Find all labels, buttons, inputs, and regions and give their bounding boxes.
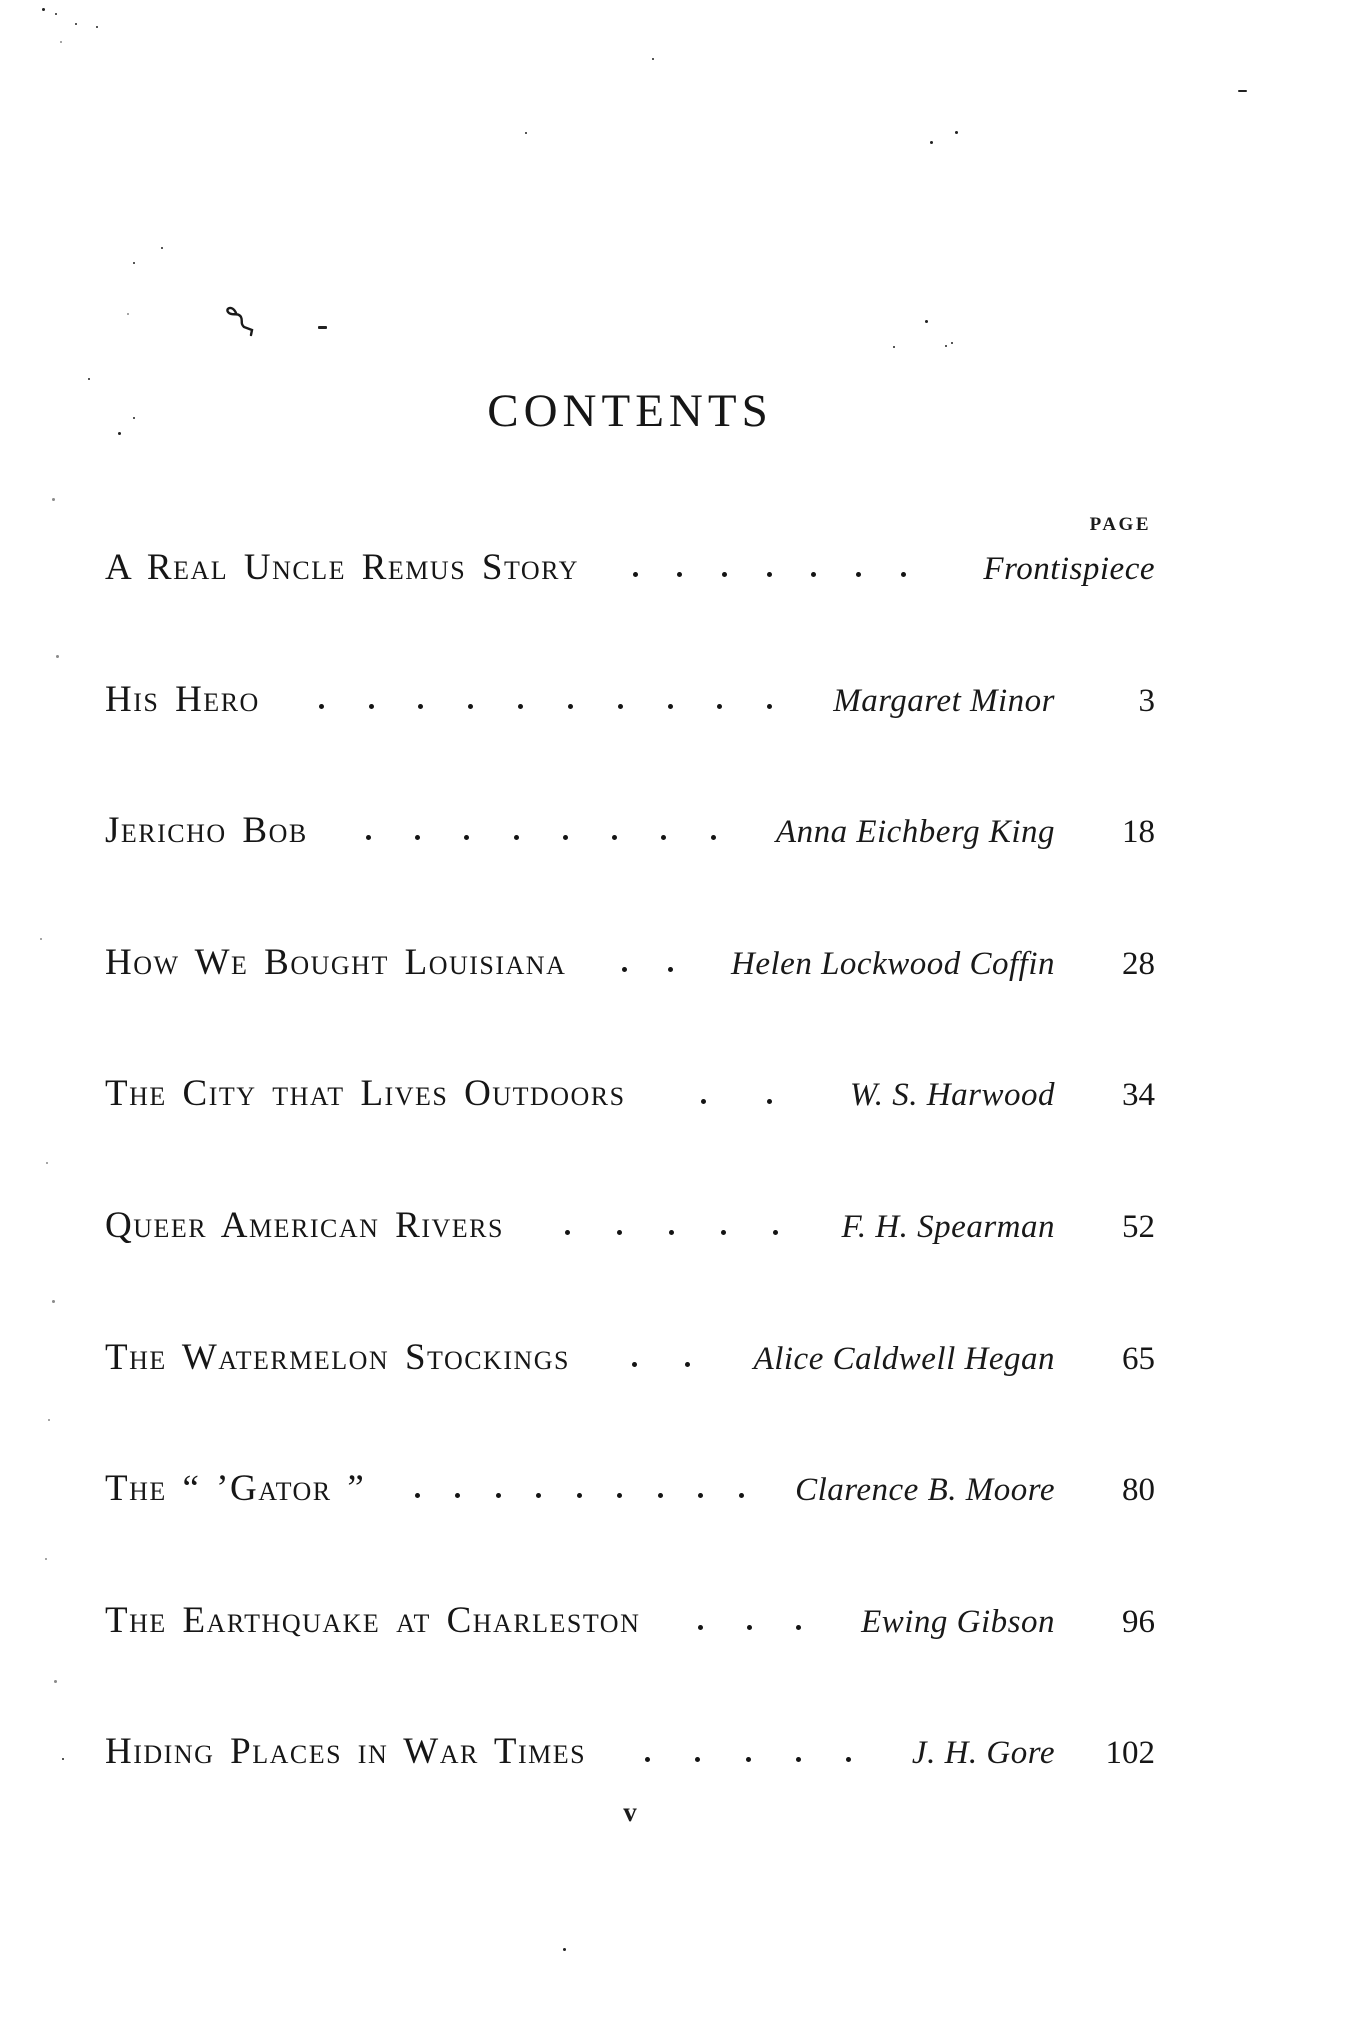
leader-dot — [618, 704, 623, 709]
scan-speck — [945, 345, 947, 347]
leader-dot — [415, 1493, 420, 1498]
entry-author: W. S. Harwood — [849, 1077, 1055, 1114]
leader-dot — [565, 1230, 570, 1235]
leader-dot — [698, 1493, 703, 1498]
entry-title: The “ ’Gator ” — [105, 1468, 366, 1510]
toc-entry — [105, 811, 1155, 943]
entry-author: Anna Eichberg King — [775, 814, 1055, 851]
entry-author: Ewing Gibson — [861, 1603, 1055, 1640]
dot-leader — [518, 1227, 825, 1239]
leader-dot — [796, 1757, 801, 1762]
scan-speck — [925, 320, 928, 323]
dot-leader — [584, 1358, 738, 1370]
entry-page: 18 — [1122, 814, 1155, 851]
leader-dot — [455, 1493, 460, 1498]
dot-leader — [600, 1753, 896, 1765]
toc-entry-line — [105, 1074, 1155, 1115]
toc-entry-line — [105, 1469, 1155, 1510]
leader-dot — [612, 835, 617, 840]
scan-speck — [563, 1948, 566, 1951]
entry-author: J. H. Gore — [911, 1735, 1055, 1772]
entry-title: How We Bought Louisiana — [105, 941, 567, 983]
leader-dot — [698, 1625, 703, 1630]
toc-entry-line — [105, 680, 1155, 721]
scan-speck — [118, 432, 121, 435]
leader-dot — [514, 835, 519, 840]
scan-speck — [52, 498, 55, 501]
toc-entry — [105, 943, 1155, 1075]
scan-speck — [133, 417, 135, 419]
toc-entry — [105, 1074, 1155, 1206]
leader-dot — [767, 572, 772, 577]
leader-dot — [617, 1493, 622, 1498]
leader-dot — [669, 1230, 674, 1235]
entry-page: Frontispiece — [983, 551, 1155, 587]
leader-dot — [633, 572, 638, 577]
toc-entry-line — [105, 1732, 1155, 1773]
leader-dot — [319, 704, 324, 709]
dot-leader — [640, 1095, 834, 1107]
scan-speck — [60, 41, 62, 43]
leader-dot — [622, 967, 627, 972]
leader-dot — [846, 1757, 851, 1762]
leader-dot — [645, 1757, 650, 1762]
entry-page: 102 — [1105, 1735, 1155, 1772]
scan-dash — [318, 326, 327, 329]
leader-dot — [577, 1493, 582, 1498]
leader-dot — [747, 1625, 752, 1630]
entry-title: The City that Lives Outdoors — [105, 1073, 626, 1115]
scan-speck — [88, 378, 90, 380]
scan-speck — [46, 1162, 48, 1164]
scan-speck — [42, 8, 45, 11]
scan-speck — [127, 313, 129, 315]
entry-page: 28 — [1122, 945, 1155, 982]
leader-dot — [369, 704, 374, 709]
toc-entry — [105, 1338, 1155, 1470]
leader-dot — [721, 1230, 726, 1235]
entry-page: 65 — [1122, 1340, 1155, 1377]
leader-dot — [695, 1757, 700, 1762]
scan-speck — [62, 1758, 64, 1760]
leader-dot — [658, 1493, 663, 1498]
scan-speck — [893, 346, 895, 348]
leader-dot — [418, 704, 423, 709]
scan-speck — [52, 1300, 55, 1303]
leader-dot — [711, 835, 716, 840]
toc-entry — [105, 680, 1155, 812]
leader-dot — [796, 1625, 801, 1630]
leader-dot — [366, 835, 371, 840]
leader-dot — [767, 1099, 772, 1104]
scan-speck — [56, 655, 59, 658]
leader-dot — [617, 1230, 622, 1235]
scan-speck — [951, 342, 953, 344]
entry-title: The Earthquake at Charleston — [105, 1599, 641, 1641]
contents-heading: CONTENTS — [487, 385, 773, 437]
scan-speck — [652, 58, 654, 60]
scan-speck — [96, 26, 98, 28]
leader-dot — [722, 572, 727, 577]
leader-dot — [468, 704, 473, 709]
leader-dot — [563, 835, 568, 840]
entry-title: Queer American Rivers — [105, 1204, 504, 1246]
toc-entry — [105, 1601, 1155, 1733]
leader-dot — [415, 835, 420, 840]
dot-leader — [580, 963, 715, 975]
leader-dot — [661, 835, 666, 840]
leader-dot — [767, 704, 772, 709]
entry-page: 96 — [1122, 1603, 1155, 1640]
toc-entry-line — [105, 1206, 1155, 1247]
entry-author: Clarence B. Moore — [795, 1472, 1055, 1509]
entry-author: Margaret Minor — [833, 682, 1055, 719]
toc-entry-line — [105, 1601, 1155, 1642]
leader-dot — [739, 1493, 744, 1498]
toc-entry — [105, 548, 1155, 680]
scan-speck — [930, 141, 933, 144]
entry-title: A Real Uncle Remus Story — [105, 547, 579, 588]
scan-speck — [45, 1558, 47, 1560]
leader-dot — [901, 572, 906, 577]
entry-author: F. H. Spearman — [841, 1208, 1055, 1245]
toc-entry — [105, 1469, 1155, 1601]
leader-dot — [668, 967, 673, 972]
entry-title: Jericho Bob — [105, 810, 308, 852]
toc-list — [105, 548, 1155, 1864]
leader-dot — [668, 704, 673, 709]
dot-leader — [593, 569, 946, 581]
dot-leader — [654, 1621, 845, 1633]
leader-dot — [677, 572, 682, 577]
toc-entry-line — [105, 811, 1155, 852]
leader-dot — [685, 1362, 690, 1367]
entry-title: The Watermelon Stockings — [105, 1336, 571, 1378]
toc-entry — [105, 1206, 1155, 1338]
entry-page: 52 — [1122, 1208, 1155, 1245]
leader-dot — [856, 572, 861, 577]
page-column-label: PAGE — [1089, 514, 1151, 535]
entry-page: 80 — [1122, 1472, 1155, 1509]
entry-title: Hiding Places in War Times — [105, 1731, 587, 1773]
leader-dot — [701, 1099, 706, 1104]
toc-entry-line — [105, 1338, 1155, 1379]
leader-dot — [496, 1493, 501, 1498]
leader-dot — [717, 704, 722, 709]
scan-speck — [75, 23, 77, 25]
scan-speck — [955, 131, 958, 134]
scan-speck — [40, 938, 42, 940]
entry-page: 3 — [1138, 682, 1155, 719]
leader-dot — [632, 1362, 637, 1367]
scan-speck — [54, 1680, 57, 1683]
dot-leader — [322, 832, 760, 844]
dot-leader — [274, 700, 817, 712]
scan-dash — [1238, 90, 1247, 92]
scan-speck — [48, 1419, 50, 1421]
leader-dot — [811, 572, 816, 577]
scan-speck — [161, 247, 163, 249]
pen-squiggle-mark — [222, 301, 266, 345]
scan-speck — [55, 13, 57, 15]
leader-dot — [568, 704, 573, 709]
scan-speck — [133, 262, 135, 264]
scan-speck — [525, 132, 527, 134]
entry-author: Alice Caldwell Hegan — [753, 1340, 1055, 1377]
leader-dot — [773, 1230, 778, 1235]
entry-page: 34 — [1122, 1077, 1155, 1114]
toc-entry-line — [105, 943, 1155, 984]
leader-dot — [746, 1757, 751, 1762]
leader-dot — [518, 704, 523, 709]
leader-dot — [536, 1493, 541, 1498]
entry-author: Helen Lockwood Coffin — [731, 945, 1055, 982]
leader-dot — [464, 835, 469, 840]
toc-entry-line — [105, 548, 1155, 589]
folio-page-number: v — [623, 1797, 637, 1827]
entry-title: His Hero — [105, 678, 260, 720]
dot-leader — [379, 1490, 779, 1502]
